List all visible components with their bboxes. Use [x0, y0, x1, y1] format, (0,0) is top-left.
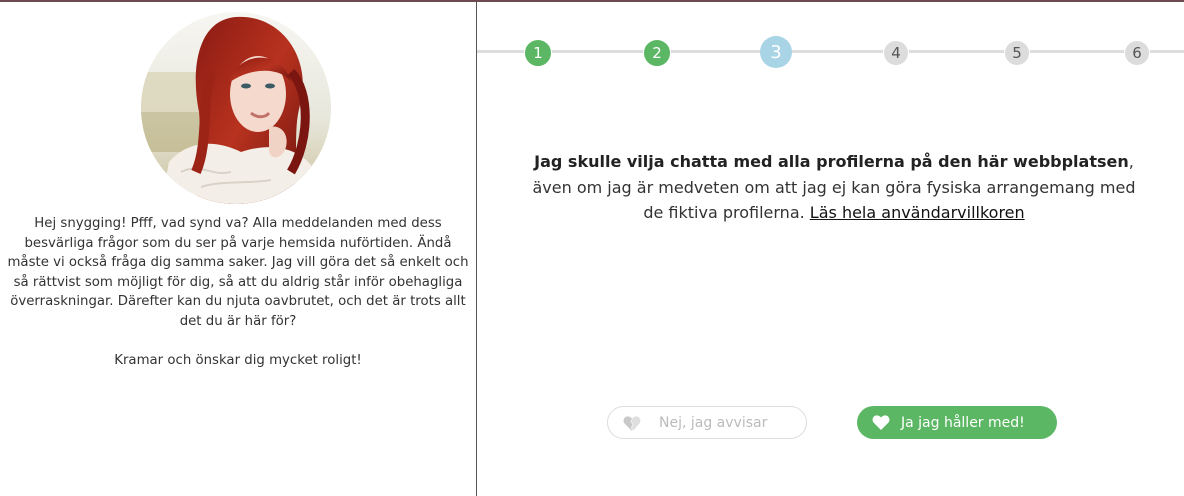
intro-panel: [0, 2, 477, 496]
accept-label: Ja jag håller med!: [901, 414, 1025, 431]
intro-message: Hej snygging! Pfff, vad synd va? Alla meddelanden med dess besvärliga frågor som du ser på varje hemsida nuförtiden. Ändå måste vi också fråga dig samma saker. Jag vill göra det så enkelt och så rättvist som möjligt för dig, så att du aldrig står inför obehagliga överraskningar. Därefter kan du njuta oavbrutet, och det är trots allt det du är här för?: [7, 216, 469, 329]
step-2: [643, 39, 671, 67]
stepper-track: [477, 50, 1184, 53]
accept-button[interactable]: [857, 406, 1057, 439]
terms-statement-bold: Jag skulle vilja chatta med alla profilerna på den här webbplatsen: [534, 152, 1129, 171]
step-3-label: 3: [770, 41, 782, 63]
terms-statement: [524, 149, 1144, 226]
terms-statement-rest: , även om jag är medveten om att jag ej kan göra fysiska arrangemang med de fiktiva profilerna.: [532, 152, 1136, 222]
broken-heart-icon: [623, 415, 641, 432]
terms-panel: [477, 2, 1184, 496]
avatar-photo: [141, 12, 331, 204]
terms-link[interactable]: Läs hela användarvillkoren: [809, 203, 1025, 222]
step-6-label: 6: [1132, 44, 1142, 62]
step-4: [883, 40, 909, 66]
heart-icon: [872, 414, 890, 431]
intro-text: [4, 214, 472, 370]
avatar: [141, 12, 331, 204]
step-1: [524, 39, 552, 67]
decline-button[interactable]: [607, 406, 807, 439]
step-3-current: [760, 36, 792, 68]
step-1-label: 1: [533, 44, 543, 62]
decline-label: Nej, jag avvisar: [659, 414, 768, 431]
step-6: [1124, 40, 1150, 66]
step-5-label: 5: [1012, 44, 1022, 62]
step-5: [1004, 40, 1030, 66]
step-2-label: 2: [652, 44, 662, 62]
step-4-label: 4: [891, 44, 901, 62]
intro-closing: Kramar och önskar dig mycket roligt!: [114, 352, 362, 368]
